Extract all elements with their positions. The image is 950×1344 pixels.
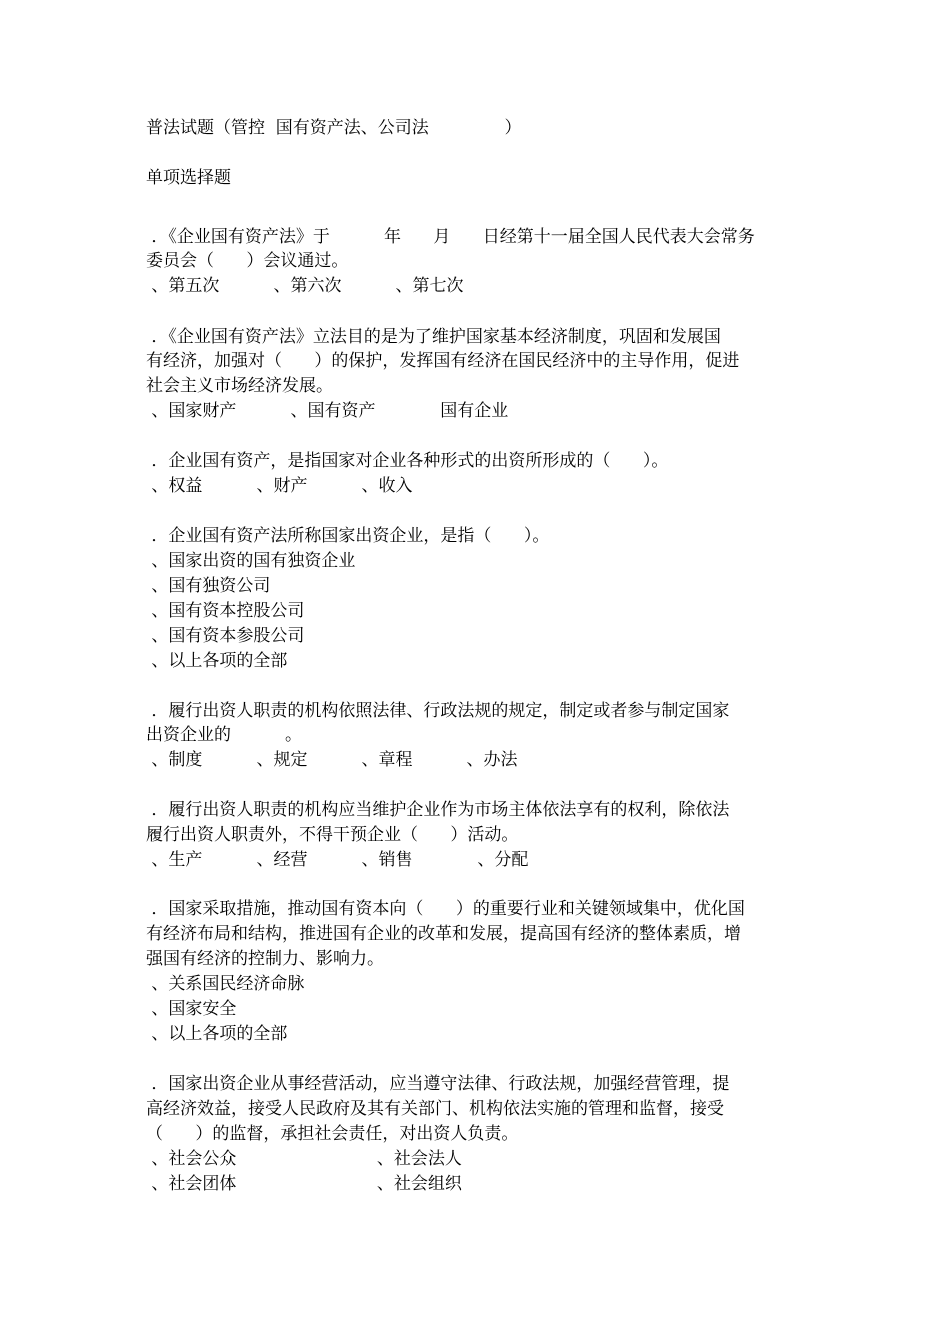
question-text-line: ．《企业国有资产法》立法目的是为了维护国家基本经济制度，巩固和发展国 <box>146 327 721 347</box>
answer-options-line: 、社会团体 、社会组织 <box>146 1174 462 1194</box>
question-text-line: 强国有经济的控制力、影响力。 <box>146 949 384 969</box>
question-text-line: ．《企业国有资产法》于 年 月 日经第十一届全国人民代表大会常务 <box>146 227 755 247</box>
document-title: 普法试题（管控 国有资产法、公司法 ） <box>146 118 522 138</box>
answer-options-line: 、生产 、经营 、销售 、分配 <box>146 850 529 870</box>
answer-options-line: 、国家安全 <box>146 999 237 1019</box>
answer-options-line: 、社会公众 、社会法人 <box>146 1149 462 1169</box>
question-text-line: ．企业国有资产法所称国家出资企业，是指（ ）。 <box>146 526 550 546</box>
question-text-line: ．履行出资人职责的机构应当维护企业作为市场主体依法享有的权利，除依法 <box>146 800 730 820</box>
answer-options-line: 、国有资本控股公司 <box>146 601 305 621</box>
answer-options-line: 、权益 、财产 、收入 <box>146 476 413 496</box>
answer-options-line: 、以上各项的全部 <box>146 651 288 671</box>
answer-options-line: 、国有独资公司 <box>146 576 271 596</box>
answer-options-line: 、关系国民经济命脉 <box>146 974 305 994</box>
question-text-line: 有经济布局和结构，推进国有企业的改革和发展，提高国有经济的整体素质，增 <box>146 924 741 944</box>
question-text-line: 委员会（ ）会议通过。 <box>146 251 349 271</box>
question-text-line: ．国家出资企业从事经营活动，应当遵守法律、行政法规，加强经营管理，提 <box>146 1074 730 1094</box>
question-text-line: 履行出资人职责外，不得干预企业（ ）活动。 <box>146 825 519 845</box>
answer-options-line: 、国家出资的国有独资企业 <box>146 551 356 571</box>
section-heading: 单项选择题 <box>146 168 231 188</box>
question-text-line: ．履行出资人职责的机构依照法律、行政法规的规定，制定或者参与制定国家 <box>146 701 730 721</box>
question-text-line: ．企业国有资产，是指国家对企业各种形式的出资所形成的（ ）。 <box>146 451 669 471</box>
question-text-line: 社会主义市场经济发展。 <box>146 376 333 396</box>
question-text-line: 出资企业的 。 <box>146 725 303 745</box>
question-text-line: 高经济效益，接受人民政府及其有关部门、机构依法实施的管理和监督，接受 <box>146 1099 724 1119</box>
answer-options-line: 、国家财产 、国有资产 国有企业 <box>146 401 509 421</box>
question-text-line: （ ）的监督，承担社会责任，对出资人负责。 <box>146 1124 519 1144</box>
answer-options-line: 、制度 、规定 、章程 、办法 <box>146 750 518 770</box>
question-text-line: ．国家采取措施，推动国有资本向（ ）的重要行业和关键领域集中，优化国 <box>146 899 745 919</box>
answer-options-line: 、以上各项的全部 <box>146 1024 288 1044</box>
answer-options-line: 、第五次 、第六次 、第七次 <box>146 276 464 296</box>
answer-options-line: 、国有资本参股公司 <box>146 626 305 646</box>
question-text-line: 有经济，加强对（ ）的保护，发挥国有经济在国民经济中的主导作用，促进 <box>146 351 740 371</box>
